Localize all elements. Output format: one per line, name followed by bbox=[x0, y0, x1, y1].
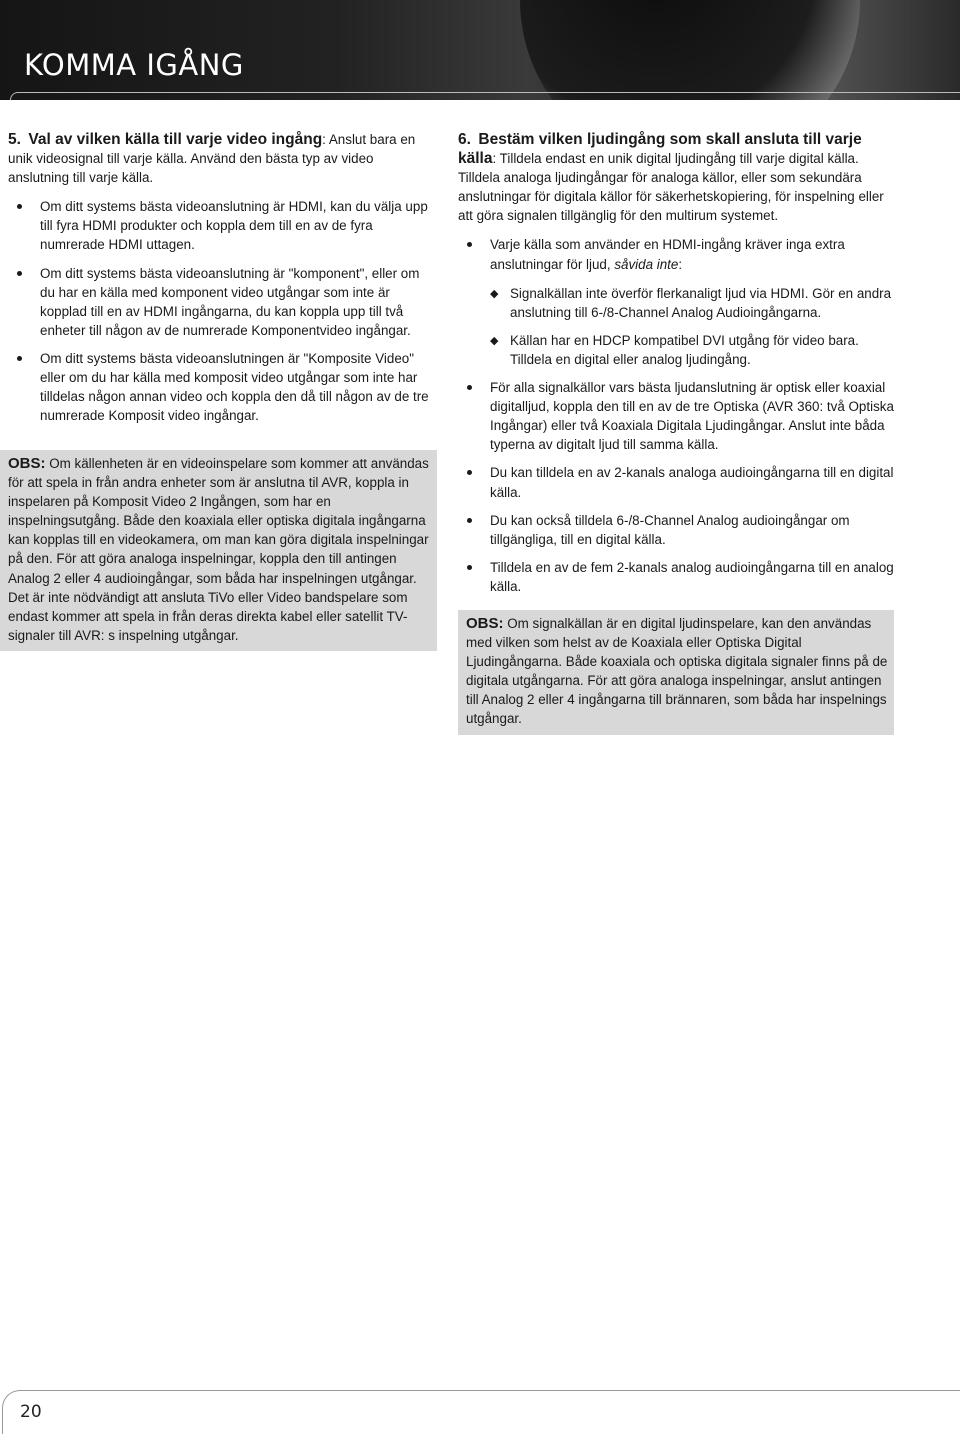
page-number: 20 bbox=[20, 1402, 42, 1422]
list-item: Du kan också tilldela 6-/8-Channel Analog audioingångar om tillgängliga, till en digital källa. bbox=[458, 511, 894, 549]
sub-list-item: ◆ Källan har en HDCP kompatibel DVI utgång för video bara. Tilldela en digital eller analog ljudingång. bbox=[490, 331, 894, 369]
bullet-list bbox=[458, 235, 894, 596]
right-column bbox=[458, 130, 894, 735]
list-item bbox=[458, 235, 894, 369]
note-label: OBS: bbox=[466, 614, 504, 632]
list-item: Om ditt systems bästa videoanslutningen är "Komposite Video" eller om du har källa med komposit video utgångar som inte har tilldelas någon annan video och koppla den då till någon av de tre numrerade Komposit video ingångar. bbox=[8, 349, 438, 425]
sub-list bbox=[490, 284, 894, 369]
note-label: OBS: bbox=[8, 455, 46, 472]
section-6-heading bbox=[458, 130, 894, 225]
list-item: Om ditt systems bästa videoanslutning är "komponent", eller om du har en källa med komponent video utgångar som inte är kopplad till en av HDMI ingångarna, du kan koppla upp till två enheter till någon av de numrerade Komponentvideo ingångar. bbox=[8, 264, 438, 340]
header-rule bbox=[10, 92, 960, 100]
note-text: Om källenheten är en videoinspelare som kommer att användas för att spela in från andra enheter som är anslutna til AVR, koppla in inspelaren på Komposit Video 2 Ingången, som har en inspelningsutgång. Både den koaxiala eller optiska digitala ingångarna kan kopplas till en videokamera, om man kan göra digitala inspelningar på den. För att göra analoga inspelningar, koppla den till antingen Analog 2 eller 4 audioingångar, som båda har inspelningen utgångar. Det är inte nödvändigt att ansluta TiVo eller Video bandspelare som endast kommer att spela in från deras direkta kabel eller satellit TV-signaler till AVR: s inspelning utgångar. bbox=[8, 456, 429, 643]
note-box bbox=[0, 450, 437, 651]
section-number: 5. bbox=[8, 131, 21, 148]
page-footer bbox=[0, 1388, 960, 1433]
list-item: Du kan tilldela en av 2-kanals analoga audioingångarna till en digital källa. bbox=[458, 463, 894, 501]
speaker-graphic bbox=[520, 0, 860, 100]
section-number: 6. bbox=[458, 131, 471, 148]
list-item: Tilldela en av de fem 2-kanals analog audioingångarna till en analog källa. bbox=[458, 558, 894, 596]
note-box bbox=[458, 610, 894, 735]
list-item: Om ditt systems bästa videoanslutning är HDMI, kan du välja upp till fyra HDMI produkter och koppla dem till en av de fyra numrerade HDMI uttagen. bbox=[8, 197, 438, 254]
list-item: För alla signalkällor vars bästa ljudanslutning är optisk eller koaxial digitalljud, koppla den till en av de tre Optiska (AVR 360: två Optiska Ingångar) eller två Koaxiala Digitala Ljudingångar. Anslut inte båda typerna av digitalt ljud till samma källa. bbox=[458, 378, 894, 454]
page-title: KOMMA IGÅNG bbox=[24, 48, 244, 82]
left-column bbox=[8, 130, 438, 643]
section-title: Val av vilken källa till varje video ingång bbox=[28, 131, 323, 148]
bullet-list bbox=[8, 197, 438, 425]
footer-rule bbox=[2, 1390, 960, 1434]
section-intro: : Anslut bara en unik videosignal till varje källa. Använd den bästa typ av video anslutning till varje källa. bbox=[8, 132, 416, 186]
section-intro: : Tilldela endast en unik digital ljudingång till varje digital källa. Tilldela analoga ljudingångar för analoga källor, eller som sekundära anslutningar för digitala källor för säkerhetskopiering, för inspelning eller att göra signalen tillgänglig för den multirum systemet. bbox=[458, 151, 884, 224]
section-5-heading bbox=[8, 130, 438, 187]
page-header-banner bbox=[0, 0, 960, 100]
list-item-text: Varje källa som använder en HDMI-ingång kräver inga extra anslutningar för ljud, bbox=[490, 237, 845, 272]
section-title: Bestäm vilken ljudingång som skall ansluta till varje källa bbox=[458, 131, 862, 168]
list-item-end: : bbox=[678, 256, 683, 272]
note-text: Om signalkällan är en digital ljudinspelare, kan den användas med vilken som helst av de Koaxiala eller Optiska Digital Ljudingångarna. Både koaxiala och optiska digitala signaler finns på de digitala utgångarna. För att göra analoga inspelningar, anslut antingen till Analog 2 eller 4 ingångarna till brännaren, som båda har inspelnings utgångar. bbox=[466, 615, 888, 727]
list-item-emphasis: såvida inte bbox=[614, 256, 679, 272]
sub-list-item: ◆ Signalkällan inte överför flerkanaligt ljud via HDMI. Gör en andra anslutning till 6-/8-Channel Analog Audioingångarna. bbox=[490, 284, 894, 322]
